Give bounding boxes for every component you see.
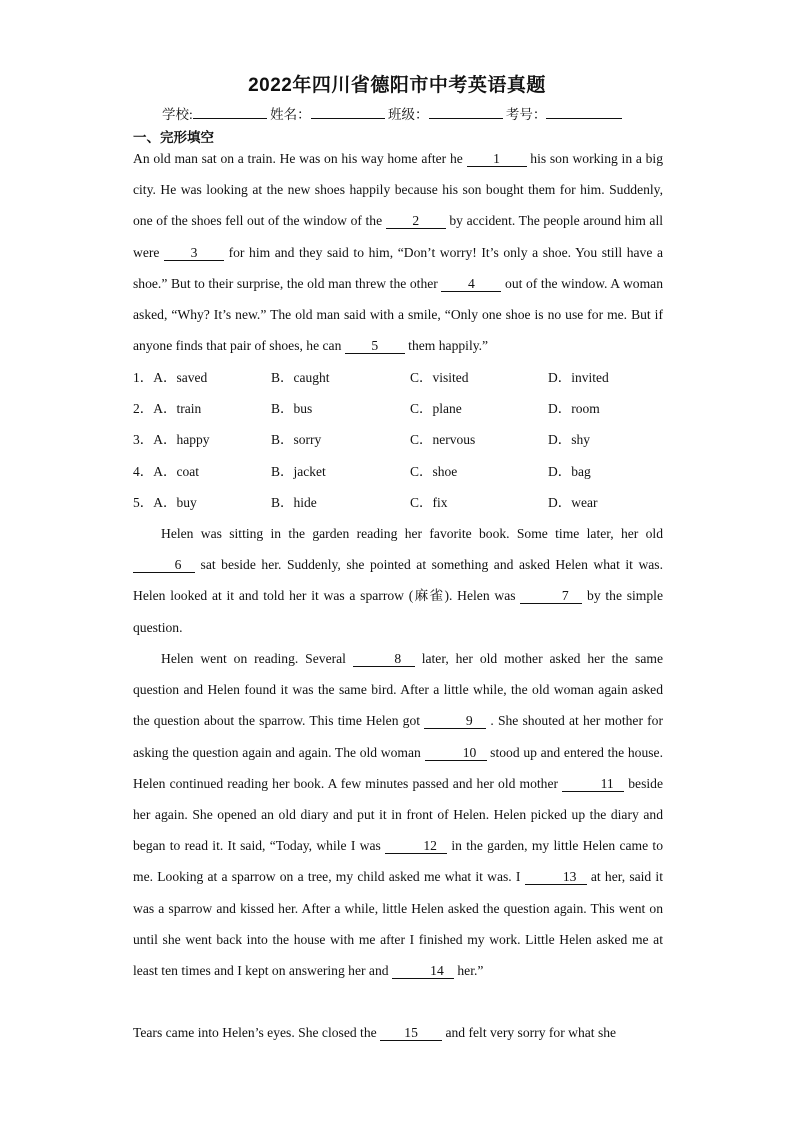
blank-12[interactable]: 12 [385,839,447,854]
option-a[interactable]: 2．A．train [133,401,202,417]
option-d[interactable]: D．room [548,401,600,417]
passage-text: in the garden, my little Helen came to me. Looking at a sparrow on a tree, my child asked me what it was. I [133,838,664,885]
option-d[interactable]: D．bag [548,463,591,479]
option-a[interactable]: 4．A．coat [133,463,199,479]
option-b[interactable]: B．jacket [271,463,326,479]
passage-text: by accident. The people around him all were [133,213,664,260]
blank-9[interactable]: 9 [424,714,486,729]
passage-text: beside her again. She opened an old diary and put it in front of Helen. Helen picked up the diary and began to read it. It said, “Today, while I was [133,775,663,854]
passage-text: her.” [453,963,484,979]
passage-4 [133,1017,663,1048]
option-d[interactable]: D．shy [548,432,591,448]
blank-5[interactable]: 5 [345,339,405,354]
blank-11[interactable]: 11 [562,777,624,792]
option-c[interactable]: C．plane [410,401,462,417]
passage-1 [133,143,663,361]
passage-text: them happily.” [404,338,489,354]
page-title: 2022年四川省德阳市中考英语真题 [248,75,546,96]
passage-text: stood up and entered the house. Helen continued reading her book. A few minutes passed and her old mother [133,744,663,791]
passage-text: and felt very sorry for what she [442,1025,617,1040]
blank-13[interactable]: 13 [525,870,587,885]
blank-1[interactable]: 1 [467,152,527,167]
option-b[interactable]: B．sorry [271,432,322,448]
blank-15[interactable]: 15 [380,1026,442,1041]
blank-14[interactable]: 14 [392,964,454,979]
option-a[interactable]: 1．A．saved [133,370,208,385]
passage-text: for him and they said to him, “Don’t worry! It’s only a shoe. You still have a shoe.” But to their surprise, the old man threw the other [133,244,663,291]
option-c[interactable]: C．nervous [410,432,476,448]
name-field[interactable] [311,105,385,119]
passage-text: at her, said it was a sparrow and kissed her. After a while, little Helen asked the question again. This went on until she went back into the house with me after I finished my work. Little Helen asked me at least ten times and I kept on answering her and [133,869,663,979]
passage-text: Helen was sitting in the garden reading her favorite book. Some time later, her old [161,526,663,541]
option-b[interactable]: B．caught [271,370,330,385]
school-field[interactable] [193,105,267,119]
passage-3 [133,643,663,986]
blank-10[interactable]: 10 [425,746,487,761]
passage-text: Helen went on reading. Several [161,651,353,666]
option-d[interactable]: D．wear [548,494,598,510]
name-label: 姓名： [270,107,311,122]
class-field[interactable] [429,105,503,119]
passage-text: out of the window. A woman asked, “Why? It’s new.” The old man said with a smile, “Only one shoe is no use for me. But if anyone finds that pair of shoes, he can [133,275,663,354]
blank-8[interactable]: 8 [353,652,415,667]
passage-text: An old man sat on a train. He was on his way home after he [133,151,467,166]
option-a[interactable]: 5．A．buy [133,494,197,510]
student-info-line [162,103,622,123]
passage-text: by the simple question. [133,588,663,635]
option-row [133,430,693,461]
school-label: 学校: [162,107,193,122]
option-row [133,399,693,430]
blank-3[interactable]: 3 [164,246,224,261]
passage-text: . She shouted at her mother for asking the question again and again. The old woman [133,713,664,760]
blank-4[interactable]: 4 [441,277,501,292]
option-c[interactable]: C．shoe [410,463,458,479]
blank-2[interactable]: 2 [386,214,446,229]
passage-text: Tears came into Helen’s eyes. She closed the [133,1025,381,1040]
options-table [133,368,693,524]
option-c[interactable]: C．fix [410,494,448,510]
passage-text: later, her old mother asked her the same question and Helen found it was the same bird. After a little while, the old woman again asked the question about the sparrow. This time Helen got [133,651,663,729]
option-c[interactable]: C．visited [410,370,469,385]
blank-7[interactable]: 7 [520,589,582,604]
option-d[interactable]: D．invited [548,370,609,385]
option-a[interactable]: 3．A．happy [133,432,210,448]
number-label: 考号： [505,107,547,122]
class-label: 班级： [388,107,429,122]
option-b[interactable]: B．hide [271,494,317,510]
passage-text: sat beside her. Suddenly, she pointed at something and asked Helen what it was. Helen looked at it and told her it was a sparrow (麻雀). Helen was [133,557,663,604]
option-row [133,462,693,493]
blank-6[interactable]: 6 [133,558,195,573]
passage-2 [133,518,663,643]
option-b[interactable]: B．bus [271,401,313,417]
option-row [133,368,693,399]
passage-text: his son working in a big city. He was looking at the new shoes happily because his son bought them for him. Suddenly, one of the shoes fell out of the window of the [133,151,663,229]
number-field[interactable] [546,105,622,119]
section-heading: 一、完形填空 [133,130,214,146]
